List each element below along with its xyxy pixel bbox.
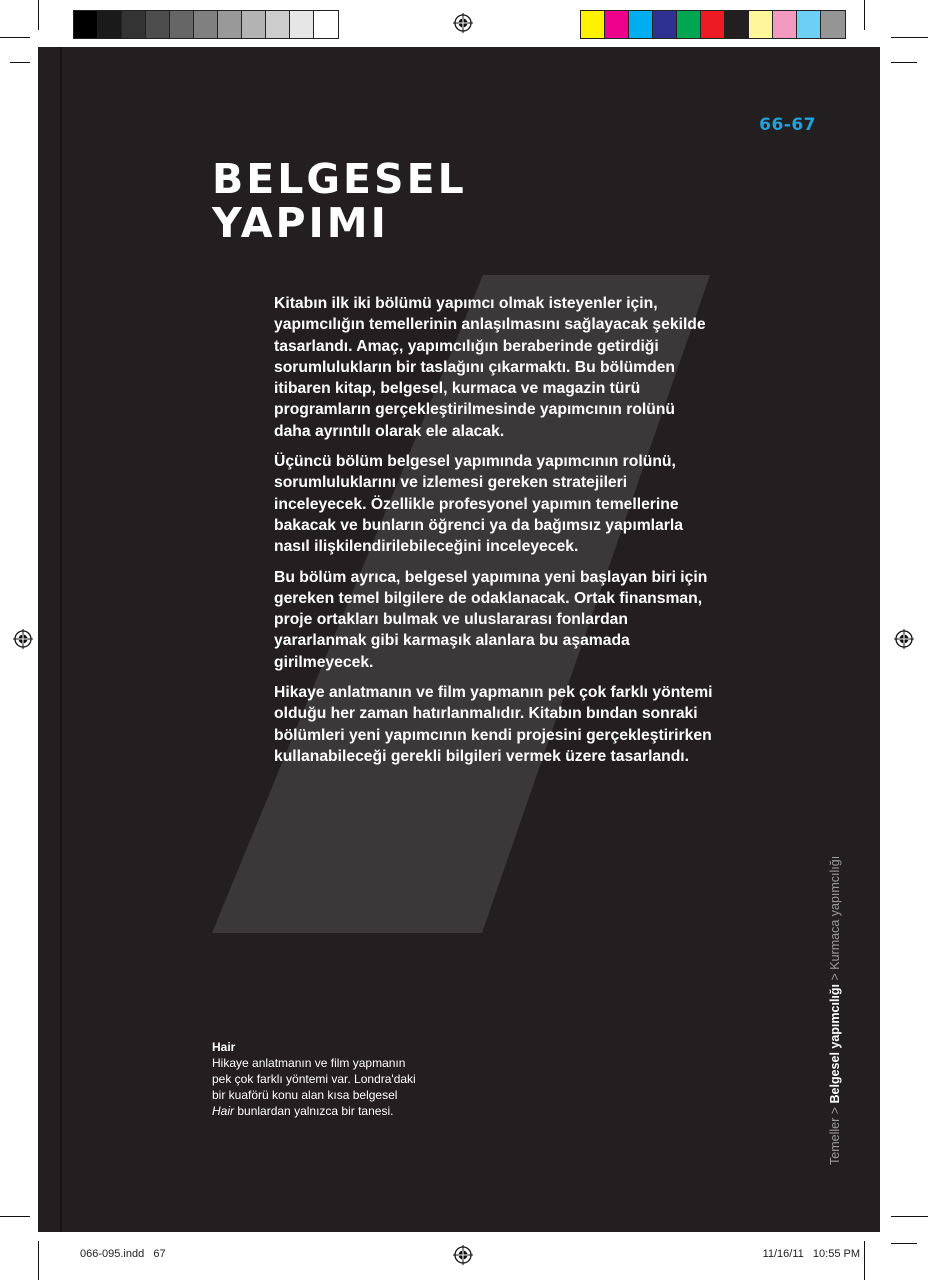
section-breadcrumb — [828, 856, 842, 1165]
process-color-bar — [580, 10, 846, 39]
color-swatch — [797, 11, 821, 38]
paragraph-4: Hikaye anlatmanın ve film yapmanın pek çok farklı yöntemi olduğu her zaman hatırlanmalıdır. Kitabın bından sonraki bölümleri yeni yapımcının kendi projesini gerçekleştirirken kullanabileceği gerekli bilgileri vermek üzere tasarlandı. — [274, 684, 713, 765]
gray-color-bar — [73, 10, 339, 39]
crop-mark — [891, 1216, 928, 1217]
color-swatch — [677, 11, 701, 38]
caption-line-1: Hikaye anlatmanın ve film yapmanın — [212, 1056, 406, 1070]
breadcrumb-item-belgesel: Belgesel yapımcılığı — [828, 984, 842, 1104]
crop-mark — [891, 1243, 917, 1244]
color-swatch — [629, 11, 653, 38]
gray-swatch — [122, 11, 146, 38]
breadcrumb-item-kurmaca: Kurmaca yapımcılığı — [828, 855, 842, 970]
gray-swatch — [170, 11, 194, 38]
slug-filename: 066-095.indd 67 — [80, 1248, 166, 1260]
color-swatch — [725, 11, 749, 38]
breadcrumb-item-temeller: Temeller — [828, 1117, 842, 1165]
gray-swatch — [218, 11, 242, 38]
gray-swatch — [194, 11, 218, 38]
breadcrumb-separator: > — [828, 1103, 842, 1118]
color-swatch — [821, 11, 845, 38]
color-swatch — [605, 11, 629, 38]
gray-swatch — [146, 11, 170, 38]
crop-mark — [891, 62, 917, 63]
breadcrumb-separator: > — [828, 969, 842, 984]
crop-mark — [10, 62, 30, 63]
caption-line-3: bir kuaförü konu alan kısa belgesel — [212, 1088, 398, 1102]
color-swatch — [581, 11, 605, 38]
chapter-title-line-1: BELGESEL — [212, 155, 467, 203]
registration-mark-icon — [453, 13, 473, 33]
gray-swatch — [242, 11, 266, 38]
book-page — [38, 47, 880, 1232]
paragraph-3: Bu bölüm ayrıca, belgesel yapımına yeni başlayan biri için gereken temel bilgilere de odaklanacak. Ortak finansman, proje ortakları bulmak ve uluslararası fonlardan yararlanmak gibi karmaşık alanlara bu aşamada girilmeyecek. — [274, 568, 708, 671]
crop-mark — [0, 37, 30, 38]
image-caption — [212, 1039, 432, 1119]
body-text — [274, 293, 714, 776]
registration-mark-icon — [13, 629, 33, 649]
gray-swatch — [74, 11, 98, 38]
crop-mark — [891, 37, 928, 38]
gray-swatch — [290, 11, 314, 38]
gray-swatch — [98, 11, 122, 38]
page-number: 66-67 — [759, 115, 816, 135]
color-swatch — [701, 11, 725, 38]
crop-mark — [0, 1216, 30, 1217]
caption-title: Hair — [212, 1040, 236, 1054]
crop-mark — [864, 1241, 865, 1280]
chapter-title-line-2: YAPIMI — [212, 199, 389, 247]
caption-line-2: pek çok farklı yöntemi var. Londra'daki — [212, 1072, 416, 1086]
caption-line-4: bunlardan yalnızca bir tanesi. — [234, 1104, 394, 1118]
registration-mark-icon — [453, 1245, 473, 1265]
crop-mark — [38, 0, 39, 30]
gray-swatch — [314, 11, 338, 38]
slug-timestamp: 11/16/11 10:55 PM — [762, 1248, 860, 1260]
color-swatch — [653, 11, 677, 38]
chapter-title — [212, 157, 467, 245]
paragraph-2: Üçüncü bölüm belgesel yapımında yapımcının rolünü, sorumluluklarını ve izlemesi gereken stratejileri inceleyecek. Özellikle profesyonel yapımın temellerine bakacak ve bunların öğrenci ya da bağımsız yapımlarla nasıl ilişkilendirilebileceğini inceleyecek. — [274, 453, 683, 556]
crop-mark — [38, 1241, 39, 1280]
caption-italic-title: Hair — [212, 1104, 235, 1118]
registration-mark-icon — [894, 629, 914, 649]
color-swatch — [749, 11, 773, 38]
gray-swatch — [266, 11, 290, 38]
color-swatch — [773, 11, 797, 38]
crop-mark — [864, 0, 865, 30]
paragraph-1: Kitabın ilk iki bölümü yapımcı olmak isteyenler için, yapımcılığın temellerinin anlaşılmasını sağlayacak şekilde tasarlandı. Amaç, yapımcılığın beraberinde getirdiği sorumlulukların bir taslağını çıkarmaktı. Bu bölümden itibaren kitap, belgesel, kurmaca ve magazin türü programların gerçekleştirilmesinde yapımcının rolünü daha ayrıntılı olarak ele alacak. — [274, 295, 706, 440]
